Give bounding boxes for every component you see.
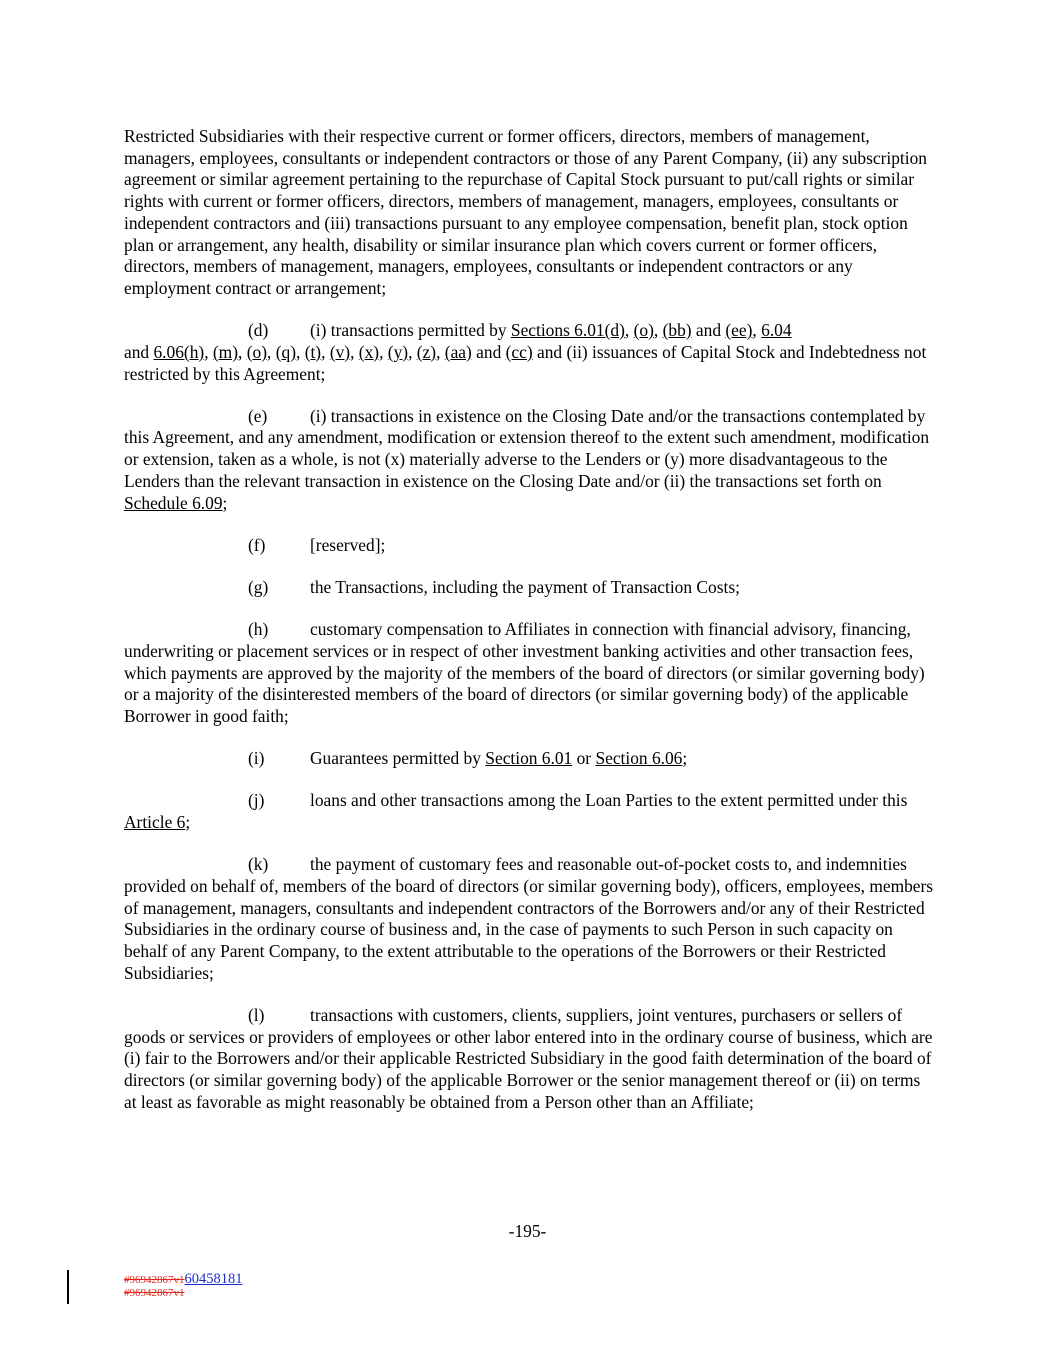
paragraph-intro: Restricted Subsidiaries with their respective current or former officers, directors, members of management, managers, employees, consultants or independent contractors or those of any Parent Company, (ii) any subscription agreement or similar agreement pertaining to the repurchase of Capital Stock pursuant to put/call rights or similar rights with current or former officers, directors, members of management, managers, employees, consultants or independent contractors and (iii) transactions pursuant to any employee compensation, benefit plan, stock option plan or arrangement, any health, disability or similar insurance plan which covers current or former officers, directors, members of management, managers, employees, consultants or independent contractors or any employment contract or arrangement; (124, 126, 927, 298)
paragraph-h: (h) customary compensation to Affiliates in connection with financial advisory, financing, underwriting or placement services or in respect of other investment banking activities and other transaction fees, which payments are approved by the majority of the members of the board of directors (or similar governing body) or a majority of the disinterested members of the board of directors (or similar governing body) of the applicable Borrower in good faith; (124, 619, 925, 726)
xref: (aa) (444, 341, 472, 362)
clause-label-l: (l) (248, 1005, 265, 1025)
xref: (z) (416, 341, 437, 362)
clause-label-h: (h) (248, 619, 269, 640)
clause-label-k: (k) (248, 854, 269, 875)
paragraph-f: (f) [reserved]; (248, 534, 386, 555)
clause-label-f: (f) (248, 534, 266, 555)
xref: (ee) (725, 320, 753, 341)
xref: (q) (275, 341, 296, 362)
doc-id-deleted: #96942867v1 (124, 1274, 185, 1286)
xref-article-6: Article 6 (124, 812, 186, 833)
clause-label-i: (i) (248, 748, 265, 769)
xref: (cc) (505, 341, 533, 362)
paragraph-j: (j) loans and other transactions among the Loan Parties to the extent permitted under this Article 6; (124, 790, 908, 833)
page-number: -195- (508, 1221, 547, 1241)
xref-sections-6-01d: Sections 6.01(d) (510, 320, 625, 341)
document-id (124, 1273, 243, 1300)
paragraph-k: (k) the payment of customary fees and reasonable out-of-pocket costs to, and indemnities provided on behalf of, members of the board of directors (or similar governing body), officers, employees, members of management, managers, consultants and independent contractors of the Borrowers and/or any of their Restricted Subsidiaries in the ordinary course of business and, in the case of payments to such Person in such capacity on behalf of any Parent Company, to the extent attributable to the operations of the Borrowers or their Restricted Subsidiaries; (124, 854, 934, 983)
change-bar (67, 1270, 69, 1304)
doc-id-deleted-2: #96942867v1 (124, 1287, 185, 1299)
document-body (124, 126, 934, 1134)
xref-schedule-6-09: Schedule 6.09 (124, 492, 223, 513)
paragraph-i: (i) Guarantees permitted by Section 6.01 or Section 6.06; (248, 748, 688, 769)
xref-6-06h: 6.06(h) (153, 341, 205, 362)
clause-label-d: (d) (248, 320, 269, 341)
paragraph-e: (e) (i) transactions in existence on the Closing Date and/or the transactions contemplated by this Agreement, and any amendment, modification or extension thereof to the extent such amendment, modification or extension, taken as a whole, is not (x) materially adverse to the Lenders or (y) more disadvantageous to the Lenders than the relevant transaction in existence on the Closing Date and/or (ii) the transactions set forth on Schedule 6.09; (124, 405, 930, 513)
doc-id-inserted: 60458181 (184, 1271, 243, 1287)
paragraph-d: (d) (i) transactions permitted by Sections 6.01(d), (o), (bb) and (ee), 6.04 and 6.06(h), (m), (o), (q), (t), (v), (x), (y), (z), (aa) and (cc) and (ii) issuances of Capital Stock and Indebtedness not restricted by this Agreement; (124, 320, 927, 384)
xref: (y) (387, 341, 409, 362)
xref-section-6-06: Section 6.06 (595, 748, 683, 769)
paragraph-g: (g) the Transactions, including the payment of Transaction Costs; (248, 576, 740, 597)
xref: (o) (246, 341, 267, 362)
clause-label-e: (e) (248, 405, 268, 426)
paragraph-l: (l) transactions with customers, clients, suppliers, joint ventures, purchasers or sellers of goods or services or providers of employees or other labor entered into in the ordinary course of business, which are (i) fair to the Borrowers and/or their applicable Restricted Subsidiary in the good faith determination of the board of directors (or similar governing body) of the applicable Borrower or the senior management thereof or (ii) on terms at least as favorable as might reasonably be obtained from a Person other than an Affiliate; (124, 1005, 933, 1112)
xref: (x) (358, 341, 380, 362)
xref: (o) (633, 320, 654, 341)
xref: (v) (329, 341, 351, 362)
xref-section-6-01: Section 6.01 (485, 748, 573, 769)
xref-6-04: 6.04 (761, 320, 792, 341)
clause-label-j: (j) (248, 790, 265, 811)
xref: (bb) (662, 320, 692, 341)
xref: (m) (212, 341, 239, 362)
clause-label-g: (g) (248, 576, 269, 597)
xref: (t) (304, 341, 322, 362)
